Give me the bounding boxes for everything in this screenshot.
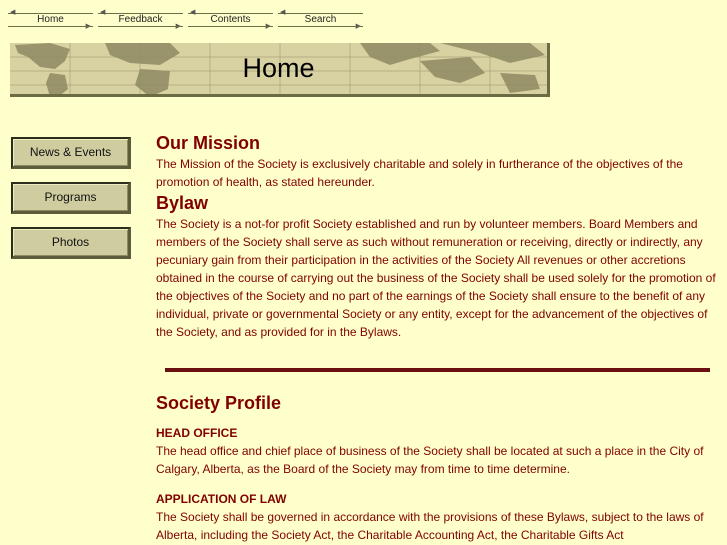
law-text: The Society shall be governed in accordance with the provisions of these Bylaws, subject to the laws of Alberta, including the Society Act, the Charitable Accounting Act, the Charitable Gifts Act: [156, 510, 704, 542]
nav-contents-link[interactable]: [188, 9, 273, 30]
nav-contents-label: Contents: [210, 14, 251, 25]
arrow-left-icon: ◀: [280, 9, 286, 16]
arrow-right-icon: ▶: [355, 23, 361, 30]
arrow-left-icon: ◀: [10, 9, 16, 16]
arrow-right-icon: ▶: [175, 23, 181, 30]
bylaw-text: The Society is a not-for profit Society established and run by volunteer members. Board Members and members of the Society shall serve as such without remuneration or receiving, directly or indirectly, any pecuniary gain from their participation in the activities of the Society All revenues or other accretions obtained in the course of carrying out the business of the Society shall be used solely for the promotion of the objectives of the Society and no part of the earnings of the Society shall ensure to the benefit of any individual, private or governmental Society or any entity, except for the advancement of the objectives of the Society, and as provided for in the Bylaws.: [156, 217, 716, 339]
top-navigation: [0, 0, 727, 34]
arrow-left-icon: ◀: [190, 9, 196, 16]
mission-heading: Our Mission: [156, 133, 261, 153]
profile-heading: Society Profile: [156, 393, 282, 413]
sidebar-news-events-button[interactable]: News & Events: [11, 137, 131, 169]
nav-search-link[interactable]: [278, 9, 363, 30]
law-heading: APPLICATION OF LAW: [156, 492, 287, 506]
mission-text: The Mission of the Society is exclusively charitable and solely in furtherance of the objectives of the promotion of health, as stated hereunder.: [156, 157, 683, 189]
head-office-text: The head office and chief place of business of the Society shall be located at such a place in the City of Calgary, Alberta, as the Board of the Society may from time to time determine.: [156, 444, 704, 476]
main-content: [156, 132, 722, 341]
page-title: Home: [242, 53, 315, 83]
sidebar-programs-button[interactable]: Programs: [11, 182, 131, 214]
sidebar-photos-button[interactable]: Photos: [11, 227, 131, 259]
arrow-right-icon: ▶: [265, 23, 271, 30]
nav-home-label: Home: [37, 14, 64, 25]
nav-feedback-label: Feedback: [118, 14, 163, 25]
arrow-right-icon: ▶: [85, 23, 91, 30]
bylaw-heading: Bylaw: [156, 193, 209, 213]
nav-feedback-link[interactable]: [98, 9, 183, 30]
page-banner: [10, 43, 550, 97]
nav-search-label: Search: [304, 14, 337, 25]
section-divider: [165, 368, 710, 372]
head-office-heading: HEAD OFFICE: [156, 426, 238, 440]
nav-home-link[interactable]: [8, 9, 93, 30]
arrow-left-icon: ◀: [100, 9, 106, 16]
profile-section: [156, 392, 722, 544]
